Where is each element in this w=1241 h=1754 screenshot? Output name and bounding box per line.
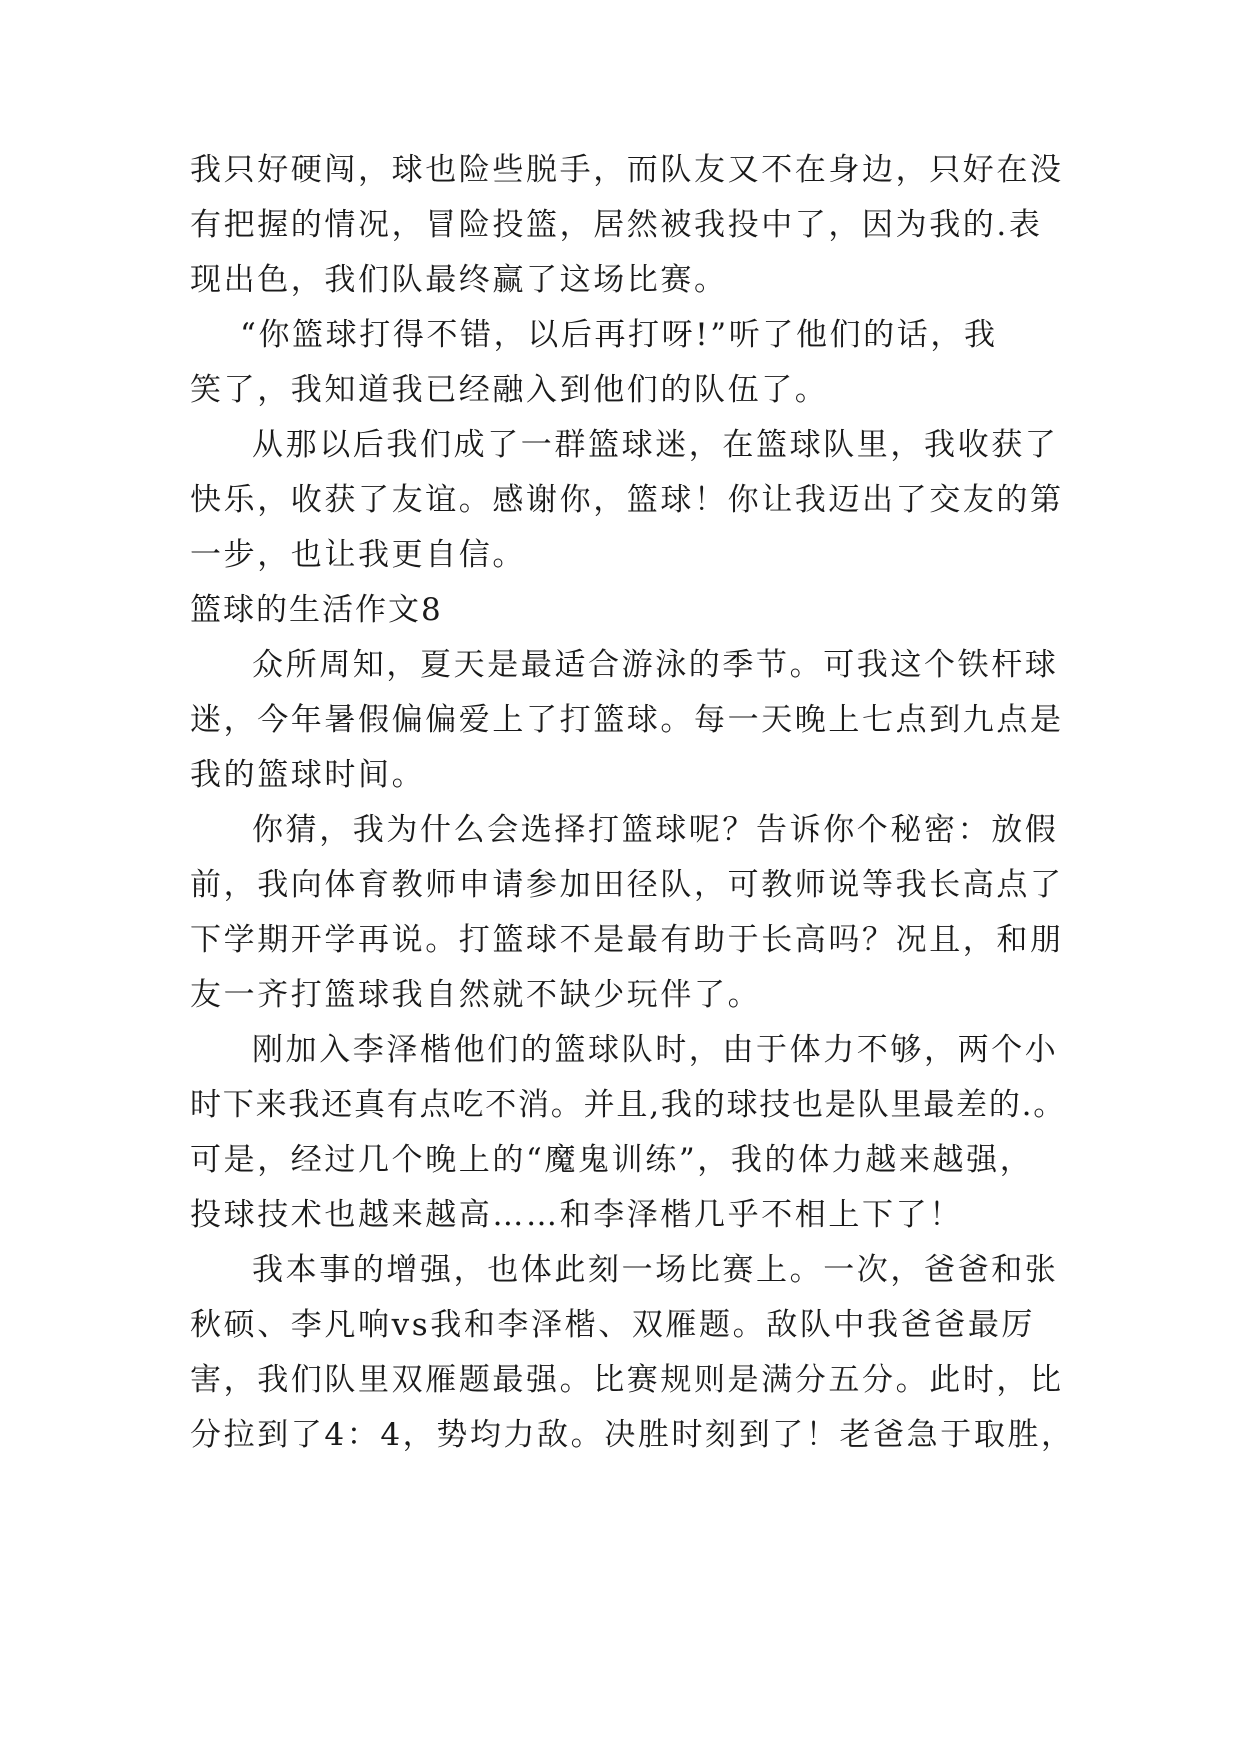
text-line: 从那以后我们成了一群篮球迷，在篮球队里，我收获了	[252, 427, 1059, 463]
text-line: 前，我向体育教师申请参加田径队，可教师说等我长高点了	[190, 867, 1064, 903]
text-line: 众所周知，夏天是最适合游泳的季节。可我这个铁杆球	[252, 647, 1059, 683]
text-line: 现出色，我们队最终赢了这场比赛。	[190, 262, 728, 298]
text-line: 可是，经过几个晚上的“魔鬼训练”，我的体力越来越强，	[190, 1142, 1034, 1178]
text-line: 害，我们队里双雁题最强。比赛规则是满分五分。此时，比	[190, 1362, 1064, 1398]
text-line: 我的篮球时间。	[190, 757, 426, 793]
text-line: 我本事的增强，也体此刻一场比赛上。一次，爸爸和张	[252, 1252, 1059, 1288]
text-line: 秋硕、李凡响vs我和李泽楷、双雁题。敌队中我爸爸最厉	[190, 1307, 1036, 1343]
text-line: 分拉到了4：4，势均力敌。决胜时刻到了！老爸急于取胜，	[190, 1417, 1075, 1453]
text-line: 迷，今年暑假偏偏爱上了打篮球。每一天晚上七点到九点是	[190, 702, 1064, 738]
text-line: 有把握的情况，冒险投篮，居然被我投中了，因为我的.表	[190, 207, 1043, 243]
text-line: “你篮球打得不错，以后再打呀!”听了他们的话，我	[240, 317, 998, 353]
text-line: 友一齐打篮球我自然就不缺少玩伴了。	[190, 977, 762, 1013]
text-line: 下学期开学再说。打篮球不是最有助于长高吗？况且，和朋	[190, 922, 1064, 958]
text-line: 一步，也让我更自信。	[190, 537, 526, 573]
text-line: 快乐，收获了友谊。感谢你，篮球！你让我迈出了交友的第	[190, 482, 1064, 518]
text-line: 投球技术也越来越高……和李泽楷几乎不相上下了！	[190, 1197, 963, 1233]
text-line: 时下来我还真有点吃不消。并且,我的球技也是队里最差的.。	[190, 1087, 1067, 1123]
text-line: 笑了，我知道我已经融入到他们的队伍了。	[190, 372, 829, 408]
text-line: 刚加入李泽楷他们的篮球队时，由于体力不够，两个小	[252, 1032, 1059, 1068]
text-line: 我只好硬闯，球也险些脱手，而队友又不在身边，只好在没	[190, 152, 1064, 188]
text-line: 你猜，我为什么会选择打篮球呢？告诉你个秘密：放假	[252, 812, 1059, 848]
section-heading: 篮球的生活作文8	[190, 592, 443, 628]
